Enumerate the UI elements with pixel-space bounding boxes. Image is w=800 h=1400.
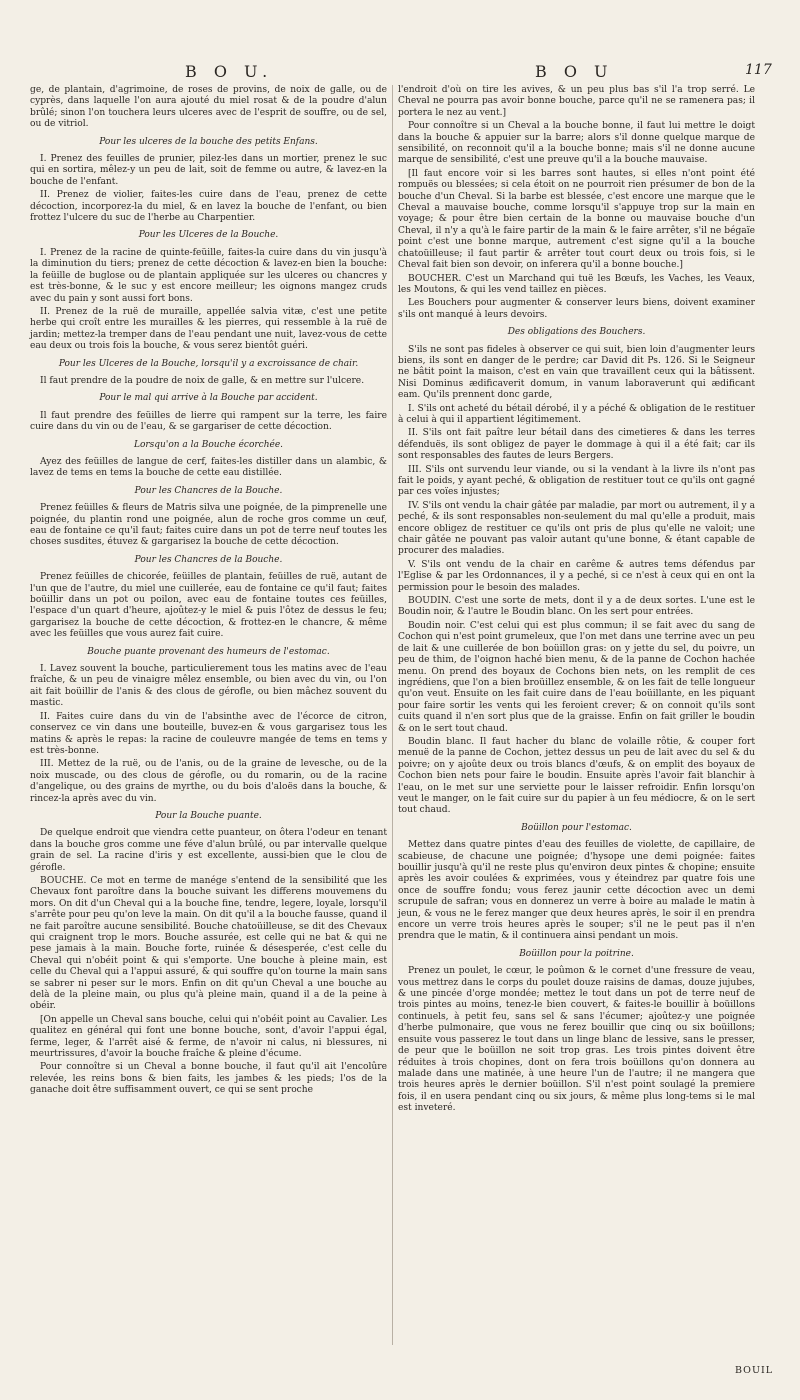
section-heading: Pour les Chancres de la Bouche.	[134, 485, 283, 496]
paragraph: BOUCHER. C'est un Marchand qui tuë les Bœufs, les Vaches, les Veaux, les Moutons, & qui les vend taillez en pièces.	[398, 273, 755, 295]
paragraph: S'ils ne sont pas fideles à observer ce qui suit, bien loin d'augmenter leurs biens, ils sont en danger de le perdre; car David dit Ps. 126. Si le Seigneur ne bâtit point la maison, c'est en vain que travaillent ceux qui la bâtissent. Nisi Dominus ædificaverit domum, in vanum laboraverunt qui ædificant eam. Qu'ils prennent donc garde,	[398, 344, 755, 401]
section-heading: Pour les Ulceres de la Bouche, lorsqu'il y a excroissance de chair.	[58, 358, 359, 369]
paragraph: II. Prenez de la ruë de muraille, appellée salvia vitæ, c'est une petite herbe qui croît entre les murailles & les pierres, qui ressemble à la ruë de jardin; mettez-la tremper dans de l'eau pendant une nuit, lavez-vous de cette eau deux ou trois fois la bouche, & vous serez bientôt guéri.	[30, 306, 387, 352]
left-column	[30, 85, 387, 1099]
paragraph: Les Bouchers pour augmenter & conserver leurs biens, doivent examiner s'ils ont manqué à leurs devoirs.	[398, 298, 755, 320]
paragraph: Ayez des feüilles de langue de cerf, faites-les distiller dans un alambic, & lavez de tems en tems la bouche de cette eau distillée.	[30, 456, 387, 479]
running-head-left: B O U.	[185, 62, 274, 81]
paragraph: II. Prenez de violier, faites-les cuire dans de l'eau, prenez de cette décoction, incorporez-la du miel, & en lavez la bouche de l'enfant, ou bien frottez l'ulcere du suc de l'herbe au Charpentier.	[30, 190, 387, 224]
section-heading: Bouche puante provenant des humeurs de l'estomac.	[87, 646, 330, 657]
section-heading: Pour les Ulceres de la Bouche.	[138, 230, 279, 241]
paragraph: Mettez dans quatre pintes d'eau des feuilles de violette, de capillaire, de scabieuse, de chacune une poignée; d'hysope une demi poignée: faites bouillir jusqu'à qu'il ne reste plus qu'environ deux pintes & chopine; ensuite après les avoir coulées & exprimées, vous y éteindrez par quatre fois une once de souffre fondu; vous ferez jaunir cette décoction avec un demi scrupule de safran; vous en donnerez un verre à boire au malade le matin à jeun, & vous ne le ferez manger que deux heures après, le soir il en prendra encore un verre trois heures après le souper; s'il ne le peut pas il n'en prendra que le matin, & il continuera ainsi pendant un mois.	[398, 840, 755, 942]
right-column	[398, 85, 755, 1117]
paragraph: ge, de plantain, d'agrimoine, de roses de provins, de noix de galle, ou de cyprès, dans laquelle l'on aura ajouté du miel rosat & de la poudre d'alun brûlé; sinon l'on touchera leurs ulceres avec de l'esprit de souffre, ou de sel, ou de vitriol.	[30, 85, 387, 130]
paragraph: I. Lavez souvent la bouche, particulierement tous les matins avec de l'eau fraîche, & un peu de vinaigre mêlez ensemble, ou bien avec du vin, ou l'on ait fait boüillir de l'anis & des clous de gérofle, ou bien mâchez souvent du mastic.	[30, 664, 387, 709]
paragraph: Prenez un poulet, le cœur, le poûmon & le cornet d'une fressure de veau, vous mettrez dans le corps du poulet douze raisins de damas, douze jujubes, & une pincée d'orge mondée; mettez le tout dans un pot de terre neuf de trois pintes au moins, tenez-le bien couvert, & faites-le bouillir à boüillons continuels, à petit feu, sans sel & sans l'écumer; ajoûtez-y une poignée d'herbe pulmonaire, que vous ne ferez bouillir que cinq ou six boüillons; ensuite vous passerez le tout dans un linge blanc de lessive, sans le presser, de peur que le boüillon ne soit trop gras. Les trois pintes doivent être réduites à trois chopines, dont on fera trois boüillons qu'on donnera au malade dans une matinée, à une heure l'un de l'autre; il ne mangera que trois heures après le dernier boüillon. S'il n'est point soulagé la premiere fois, il en usera pendant cinq ou six jours, & même plus long-tems si le mal est inveteré.	[398, 966, 755, 1114]
paragraph: BOUDIN. C'est une sorte de mets, dont il y a de deux sortes. L'une est le Boudin noir, & l'autre le Boudin blanc. On les sert pour entrées.	[398, 596, 755, 618]
catchword: BOUIL	[735, 1365, 774, 1376]
page-number: 117	[745, 62, 772, 78]
section-heading: Pour les Chancres de la Bouche.	[134, 554, 283, 565]
section-heading: Boüillon pour l'estomac.	[521, 822, 632, 833]
paragraph: III. Mettez de la ruë, ou de l'anis, ou de la graine de levesche, ou de la noix muscade, ou des clous de gérofle, ou du romarin, ou de la racine d'angelique, ou des grains de myrthe, ou du bois d'aloës dans la bouche, & rincez-la après avec du vin.	[30, 759, 387, 804]
paragraph: De quelque endroit que viendra cette puanteur, on ôtera l'odeur en tenant dans la bouche gros comme une féve d'alun brûlé, ou par intervalle quelque grain de sel. La racine d'iris y est excellente, aussi-bien que le clou de gérofle.	[30, 828, 387, 873]
paragraph: l'endroit d'où on tire les avives, & un peu plus bas s'il l'a trop serré. Le Cheval ne pourra pas avoir bonne bouche, parce qu'il ne se ramenera pas; il portera le nez au vent.]	[398, 85, 755, 118]
paragraph: Prenez feüilles de chicorée, feüilles de plantain, feüilles de ruë, autant de l'un que de l'autre, du miel une cuillerée, eau de fontaine ce qu'il faut; faites boüillir dans un pot ou poilon, avec eau de fontaine toutes ces feüilles, l'espace d'un quart d'heure, ajoûtez-y le miel & puis l'ôtez de dessus le feu; gargarisez la bouche de cette décoction, & frottez-en le chancre, & même avec les feüilles que vous aurez fait cuire.	[30, 572, 387, 640]
running-head-right: B O U	[535, 62, 614, 81]
paragraph: I. Prenez des feuilles de prunier, pilez-les dans un mortier, prenez le suc qui en sortira, mêlez-y un peu de lait, soit de femme ou autre, & lavez-en la bouche de l'enfant.	[30, 154, 387, 187]
paragraph: [Il faut encore voir si les barres sont hautes, si elles n'ont point été rompuës ou blessées; si cela étoit on ne pourroit rien présumer de bon de la bouche d'un Cheval. Si la barbe est blessée, c'est encore une marque que le Cheval a mauvaise bouche, comme lorsqu'il s'appuye trop sur la main en voyage; & pour être bien certain de la bonne ou mauvaise bouche d'un Cheval, il n'y a qu'à le faire partir de la main & le faire arrêter, s'il ne bégaïe point c'est une bonne marque, autrement c'est signe qu'il a la bouche chatoüilleuse; il faut partir & arrêter tout court deux ou trois fois, si le Cheval fait bien son devoir, on inferera qu'il a bonne bouche.]	[398, 168, 755, 271]
paragraph: V. S'ils ont vendu de la chair en carême & autres tems défendus par l'Eglise & par les Ordonnances, il y a peché, si ce n'est à ceux qui en ont la permission pour le besoin des malades.	[398, 559, 755, 593]
paragraph: Boudin noir. C'est celui qui est plus commun; il se fait avec du sang de Cochon qui n'est point grumeleux, que l'on met dans une terrine avec un peu de lait & une cuillerée de bon boüillon gras: on y jette du sel, du poivre, un peu de thim, de l'oignon haché bien menu, & de la panne de Cochon hachée menu. On prend des boyaux de Cochons bien nets, on les remplit de ces ingrédiens, que l'on a bien broüillez ensemble, & on les fait de telle longueur qu'on veut. Ensuite on les fait cuire dans de l'eau boüillante, en les piquant pour faire sortir les vents qui les feroient crever; & on connoit qu'ils sont cuits quand il n'en sort plus que de la graisse. Enfin on fait griller le boudin & on le sert tout chaud.	[398, 620, 755, 734]
paragraph: Boudin blanc. Il faut hacher du blanc de volaille rôtie, & couper fort menuë de la panne de Cochon, jettez dessus un peu de lait avec du sel & du poivre; on y ajoûte deux ou trois blancs d'œufs, & on emplit des boyaux de Cochon bien nets pour faire le boudin. Ensuite après l'avoir fait blanchir à l'eau, on le met sur une serviette pour le laisser refroidir. Enfin lorsqu'on veut le manger, on le fait cuire sur du papier à un feu médiocre, & on le sert tout chaud.	[398, 736, 755, 816]
section-heading: Lorsqu'on a la Bouche écorchée.	[133, 439, 284, 450]
paragraph: Il faut prendre des feüilles de lierre qui rampent sur la terre, les faire cuire dans du vin ou de l'eau, & se gargariser de cette décoction.	[30, 410, 387, 433]
paragraph: [On appelle un Cheval sans bouche, celui qui n'obéit point au Cavalier. Les qualitez en général qui font une bonne bouche, sont, d'avoir l'appui égal, ferme, leger, & l'arrêt aisé & ferme, de n'avoir ni calus, ni blessures, ni meurtrissures, d'avoir la bouche fraîche & pleine d'écume.	[30, 1014, 387, 1060]
paragraph: I. Prenez de la racine de quinte-feüille, faites-la cuire dans du vin jusqu'à la diminution du tiers; prenez de cette décoction & lavez-en bien la bouche: la feüille de buglose ou de plantain appliquée sur les ulceres ou chancres y est très-bonne, & le suc y est encore meilleur; les oignons mangez cruds avec du pain y sont aussi fort bons.	[30, 247, 387, 304]
column-rule	[392, 85, 393, 1345]
section-heading: Des obligations des Bouchers.	[507, 327, 646, 338]
paragraph: BOUCHE. Ce mot en terme de manége s'entend de la sensibilité que les Chevaux font paroître dans la bouche suivant les differens mouvemens du mors. On dit d'un Cheval qui a la bouche fine, tendre, legere, loyale, lorsqu'il s'arrête pour peu qu'on leve la main. On dit qu'il a la bouche fausse, quand il ne fait paroître aucune sensibilité. Bouche chatoüilleuse, se dit des Chevaux qui craignent trop le mors. Bouche assurée, est celle qui ne bat & qui ne pese jamais à la main. Bouche forte, ruinée & désesperée, c'est celle du Cheval qui n'obéit point & qui s'emporte. Une bouche à pleine main, est celle du Cheval qui a l'appui assuré, & qui souffre qu'on tourne la main sans se sabrer ni peser sur le mors. Enfin on dit qu'un Cheval a une bouche au delà de la pleine main, ou plus qu'à pleine main, quand il a de la peine à obéir.	[30, 875, 387, 1012]
section-heading: Pour la Bouche puante.	[155, 810, 262, 821]
section-heading: Pour le mal qui arrive à la Bouche par accident.	[99, 393, 318, 404]
paragraph: III. S'ils ont survendu leur viande, ou si la vendant à la livre ils n'ont pas fait le poids, y ayant peché, & obligation de restituer tout ce qu'ils ont gagné par ces voïes injustes;	[398, 464, 755, 498]
paragraph: I. S'ils ont acheté du bétail dérobé, il y a péché & obligation de le restituer à celui à qui il appartient légitimement.	[398, 403, 755, 425]
section-heading: Boüillon pour la poitrine.	[519, 948, 634, 959]
paragraph: Pour connoître si un Cheval a la bouche bonne, il faut lui mettre le doigt dans la bouche & appuier sur la barre; alors s'il donne quelque marque de sensibilité, on reconnoit qu'il a la bouche bonne; mais s'il ne donne aucune marque de sensibilité, c'est une preuve qu'il a la bouche mauvaise.	[398, 121, 755, 166]
section-heading: Pour les ulceres de la bouche des petits Enfans.	[99, 136, 318, 147]
paragraph: Prenez feüilles & fleurs de Matris silva une poignée, de la pimprenelle une poignée, du plantin rond une poignée, alun de roche gros comme un œuf, eau de fontaine ce qu'il faut; faites cuire dans un pot de terre neuf toutes les choses susdites, étuvez & gargarisez la bouche de cette décoction.	[30, 503, 387, 548]
paragraph: Pour connoître si un Cheval a bonne bouche, il faut qu'il ait l'encolûre relevée, les reins bons & bien faits, les jambes & les pieds; l'os de la ganache doit être suffisamment ouvert, ce qui se sent proche	[30, 1062, 387, 1096]
paragraph: II. Faites cuire dans du vin de l'absinthe avec de l'écorce de citron, conservez ce vin dans une bouteille, buvez-en & vous gargarisez tous les matins & après le repas: la racine de couleuvre mangée de tems en tems y est très-bonne.	[30, 711, 387, 756]
paragraph: IV. S'ils ont vendu la chair gâtée par maladie, par mort ou autrement, il y a peché, & ils sont responsables non-seulement du mal qu'elle a produit, mais encore obligez de restituer ce qu'ils ont pris de plus qu'elle ne valoit; une chair gâtée ne pouvant pas valoir autant qu'une bonne, & étant capable de procurer des maladies.	[398, 500, 755, 557]
paragraph: Il faut prendre de la poudre de noix de galle, & en mettre sur l'ulcere.	[40, 375, 365, 386]
paragraph: II. S'ils ont fait paître leur bétail dans des cimetieres & dans les terres défenduës, ils sont obligez de payer le dommage à qui il a été fait; car ils sont responsables des fautes de leurs Bergers.	[398, 428, 755, 462]
